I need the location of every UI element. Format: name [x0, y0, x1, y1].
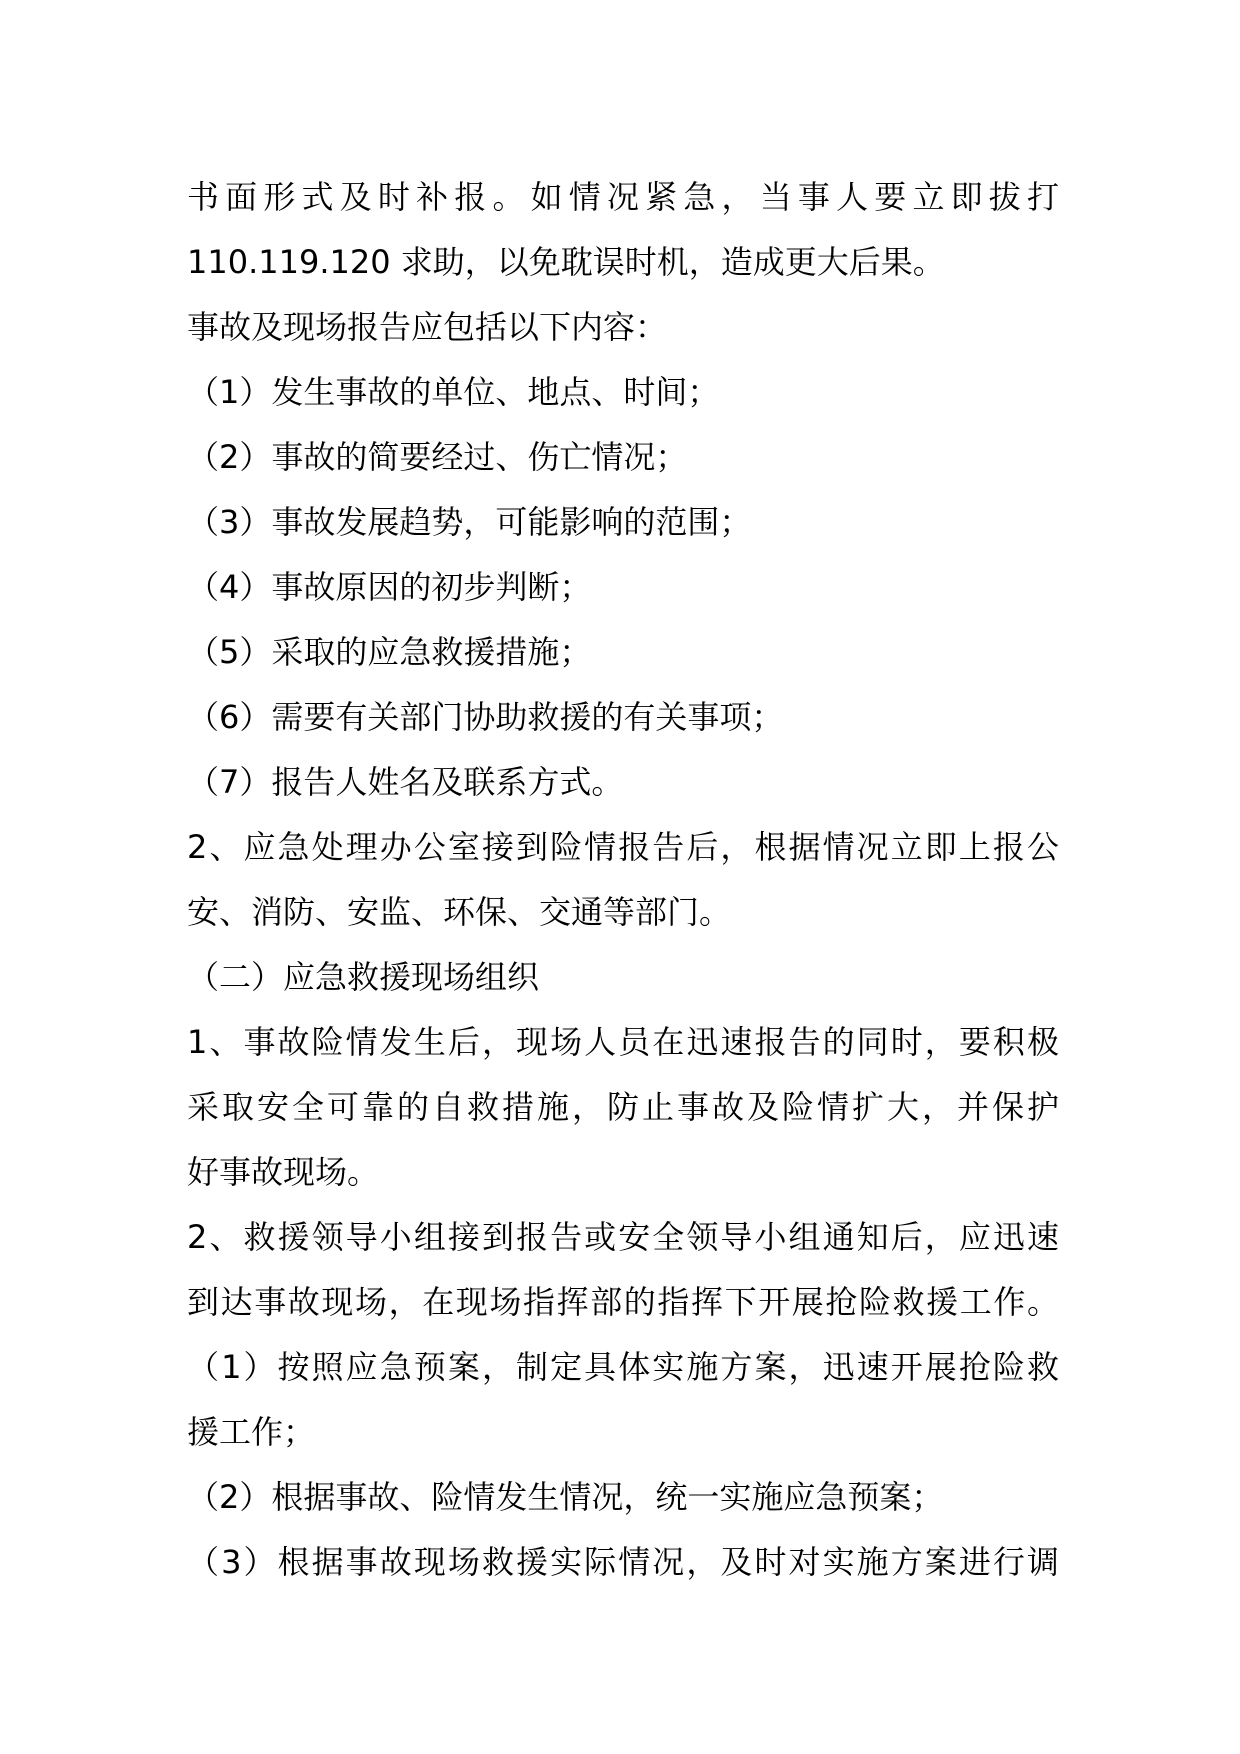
text-line: 2、应急处理办公室接到险情报告后，根据情况立即上报公	[187, 828, 1059, 866]
text-line: 110.119.120 求助，以免耽误时机，造成更大后果。	[187, 243, 945, 281]
text-line: 采取安全可靠的自救措施，防止事故及险情扩大，并保护	[187, 1088, 1059, 1126]
text-line: （7）报告人姓名及联系方式。	[187, 763, 624, 801]
text-line: 好事故现场。	[187, 1153, 380, 1191]
text-line: （6）需要有关部门协助救援的有关事项；	[187, 698, 784, 736]
body-text	[187, 165, 1059, 1595]
text-line: 书面形式及时补报。如情况紧急，当事人要立即拔打	[187, 178, 1059, 216]
text-line: 2、救援领导小组接到报告或安全领导小组通知后，应迅速	[187, 1218, 1059, 1256]
text-line: （3）根据事故现场救援实际情况，及时对实施方案进行调	[187, 1543, 1059, 1581]
text-line: （1）发生事故的单位、地点、时间；	[187, 373, 720, 411]
text-line: （1）按照应急预案，制定具体实施方案，迅速开展抢险救	[187, 1348, 1059, 1386]
text-line: 到达事故现场，在现场指挥部的指挥下开展抢险救援工作。	[187, 1283, 1059, 1321]
text-line: （2）事故的简要经过、伤亡情况；	[187, 438, 688, 476]
text-line: （4）事故原因的初步判断；	[187, 568, 592, 606]
text-line: （二）应急救援现场组织	[187, 958, 540, 996]
text-line: （3）事故发展趋势，可能影响的范围；	[187, 503, 752, 541]
text-line: 安、消防、安监、环保、交通等部门。	[187, 893, 732, 931]
text-line: 事故及现场报告应包括以下内容：	[187, 308, 668, 346]
text-line: （2）根据事故、险情发生情况，统一实施应急预案；	[187, 1478, 944, 1516]
text-line: （5）采取的应急救援措施；	[187, 633, 592, 671]
text-line: 援工作；	[187, 1413, 316, 1451]
text-line: 1、事故险情发生后，现场人员在迅速报告的同时，要积极	[187, 1023, 1059, 1061]
